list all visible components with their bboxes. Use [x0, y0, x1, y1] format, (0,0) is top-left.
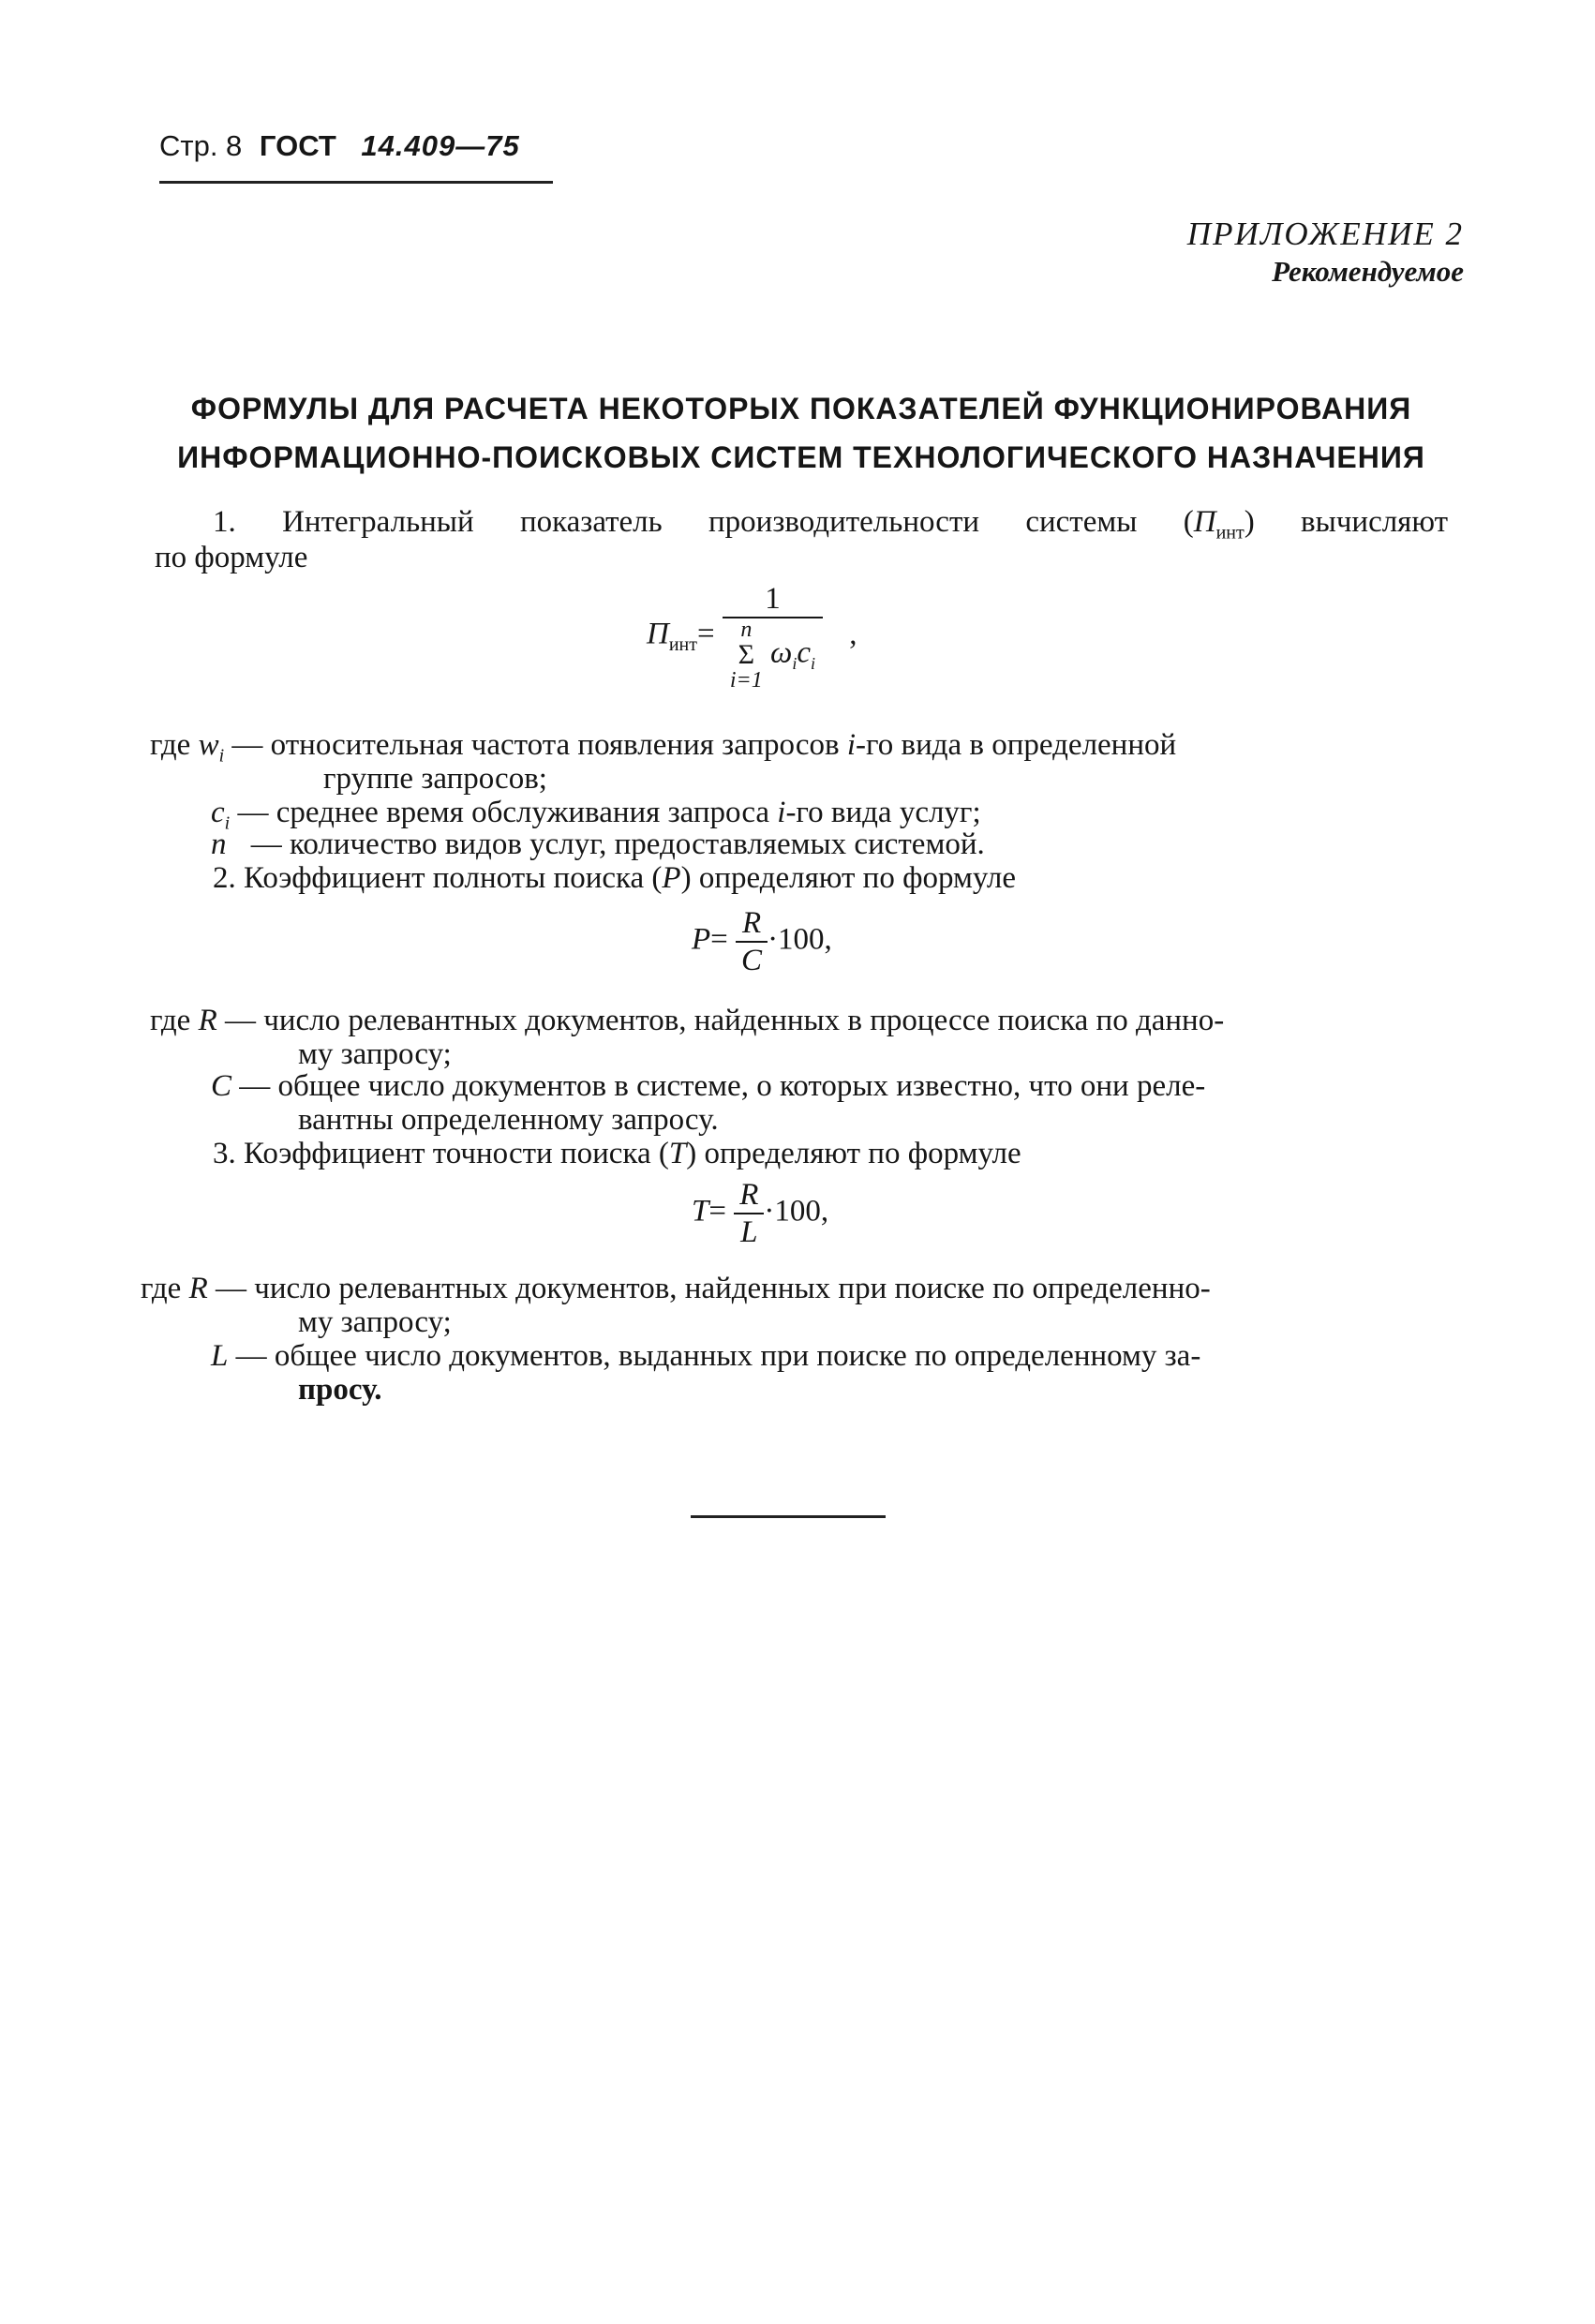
page-header [159, 129, 520, 163]
header-rule [159, 181, 553, 184]
standard-label: ГОСТ [259, 129, 336, 162]
section-1-line-2: по формуле [155, 541, 308, 574]
formula-recall: P= $\frac{R}{C}$ ·100, [692, 906, 832, 977]
end-rule [691, 1515, 886, 1518]
where-item-R-precision: где R — число релевантных документов, найденных при поиске по определенно- [141, 1272, 1211, 1305]
where-item-L-cont: просу. [298, 1373, 382, 1407]
appendix-title: ПРИЛОЖЕНИЕ 2 [1186, 216, 1464, 252]
appendix-subtitle: Рекомендуемое [1272, 255, 1464, 288]
formula-precision: T= $\frac{R}{L}$ ·100, [692, 1178, 829, 1249]
where-item-L: L — общее число документов, выданных при поиске по определенному за- [211, 1339, 1201, 1373]
where-item-w-cont: группе запросов; [323, 762, 547, 796]
sum-sign: n Σ i=1 [729, 618, 763, 693]
where-item-R-recall: где R — число релевантных документов, найденных в процессе поиска по данно- [150, 1004, 1225, 1037]
document-title [150, 384, 1453, 482]
title-line-1: ФОРМУЛЫ ДЛЯ РАСЧЕТА НЕКОТОРЫХ ПОКАЗАТЕЛЕЙ ФУНКЦИОНИРОВАНИЯ [190, 392, 1412, 425]
where-item-R-precision-cont: му запросу; [298, 1305, 452, 1339]
formula-productivity: $П_{инт}=$ 1 n Σ i=1 $\omega_ic_i$ , [647, 582, 857, 693]
where-item-C-cont: вантны определенному запросу. [298, 1103, 719, 1137]
section-3-line: 3. Коэффициент точности поиска (T) определяют по формуле [213, 1137, 1021, 1170]
where-item-w: где $w_i$ — относительная частота появления запросов i-го вида в определенной [150, 728, 1177, 767]
standard-number: 14.409—75 [361, 129, 520, 162]
where-item-C: C — общее число документов в системе, о которых известно, что они реле- [211, 1069, 1206, 1103]
section-1-line-1: 1. Интегральный показатель производительности системы $(П_{инт})$ вычисляют [213, 505, 1449, 544]
formula-fraction: 1 n Σ i=1 $\omega_ic_i$ [723, 581, 823, 692]
appendix-label [1187, 216, 1464, 289]
where-item-R-recall-cont: му запросу; [298, 1037, 452, 1071]
title-line-2: ИНФОРМАЦИОННО-ПОИСКОВЫХ СИСТЕМ ТЕХНОЛОГИЧЕСКОГО НАЗНАЧЕНИЯ [177, 440, 1425, 474]
section-2-line: 2. Коэффициент полноты поиска (P) определяют по формуле [213, 861, 1017, 895]
where-item-n: n — количество видов услуг, предоставляемых системой. [211, 827, 985, 861]
page-label: Стр. 8 [159, 129, 243, 162]
where-item-c: $c_i$ — среднее время обслуживания запроса i-го вида услуг; [211, 796, 981, 834]
